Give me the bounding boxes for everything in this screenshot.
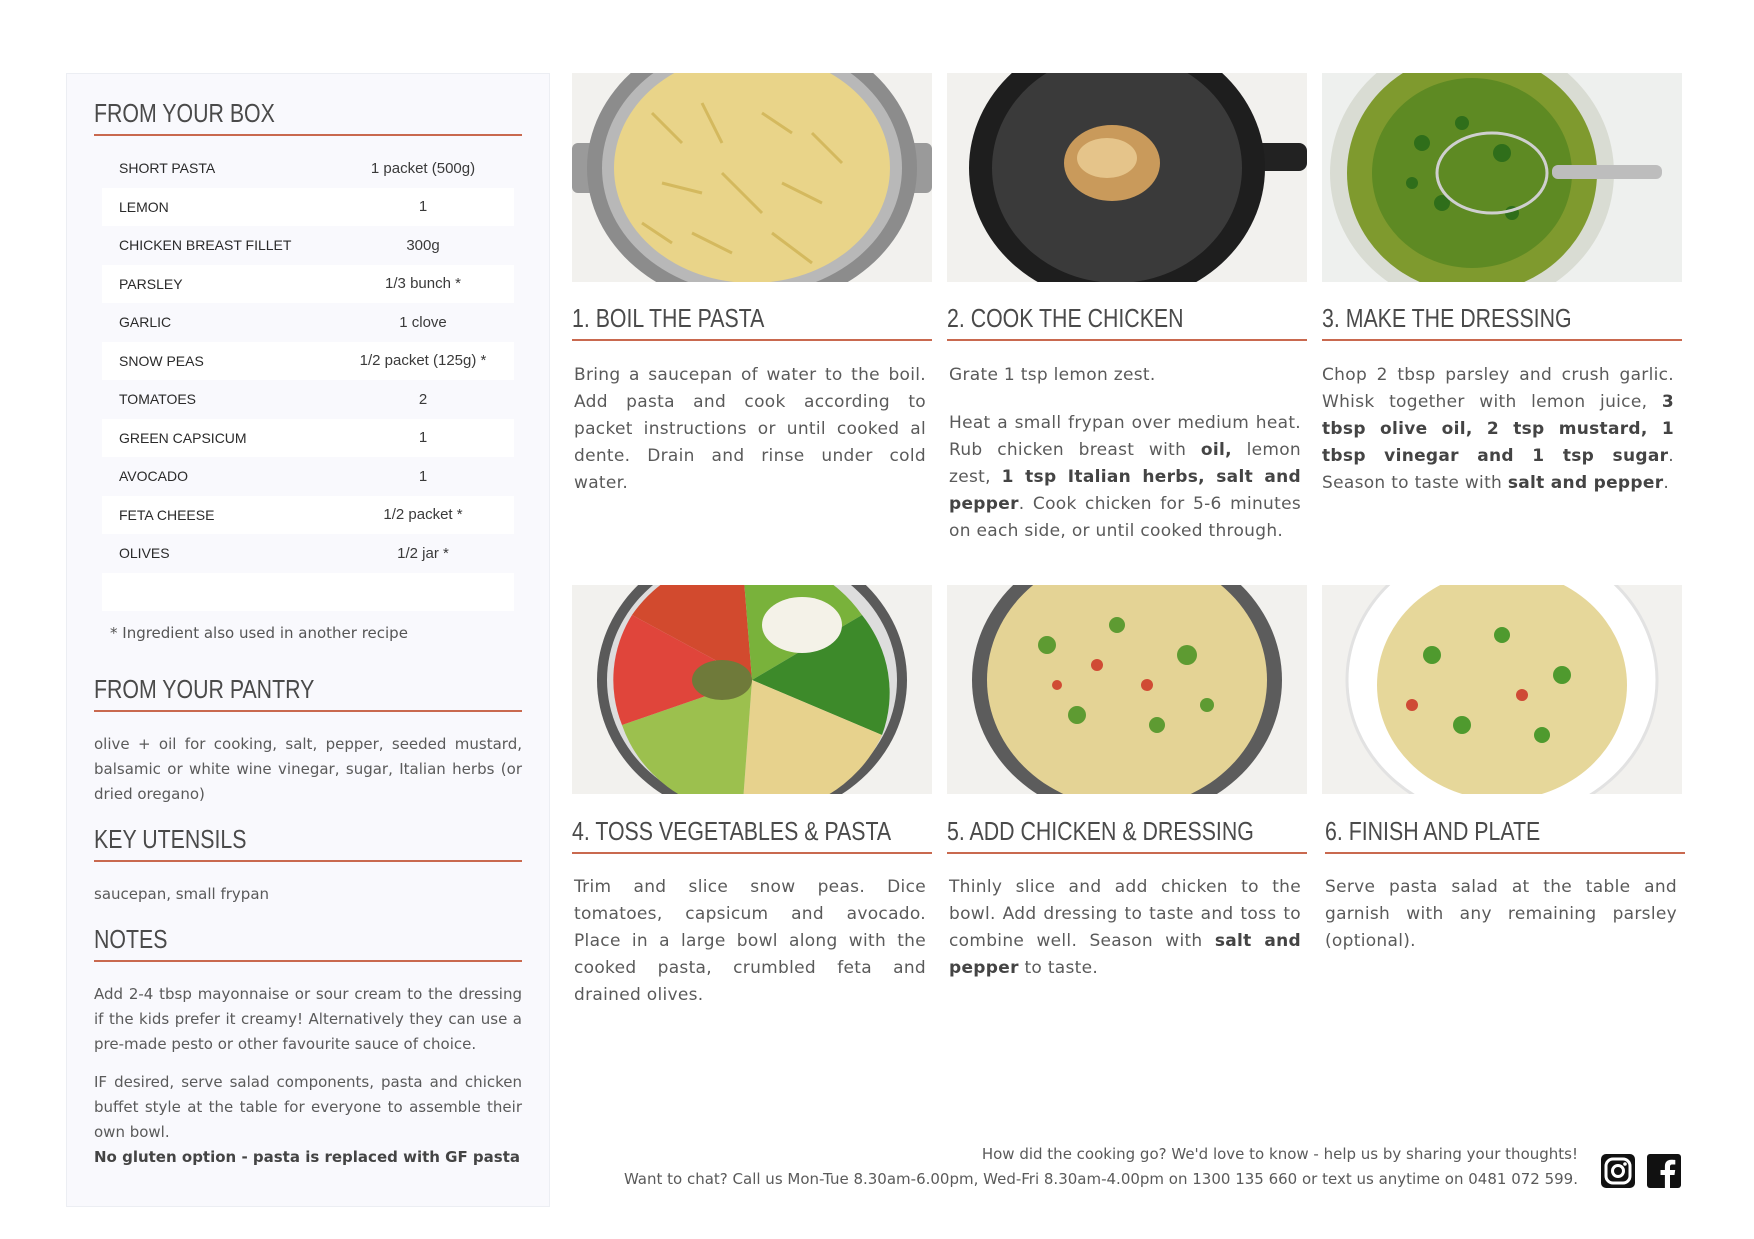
ingredient-name: SNOW PEAS bbox=[119, 352, 204, 369]
step-5-photo bbox=[947, 585, 1307, 794]
step-3-title: 3. MAKE THE DRESSING bbox=[1322, 303, 1572, 333]
from-your-pantry-heading: FROM YOUR PANTRY bbox=[94, 674, 315, 704]
ingredient-row bbox=[102, 149, 514, 188]
ingredient-qty: 1/2 jar * bbox=[397, 544, 449, 562]
step-6-text bbox=[1325, 874, 1677, 976]
ingredient-qty: 1 bbox=[418, 467, 428, 485]
instagram-icon[interactable] bbox=[1600, 1153, 1636, 1189]
step-2-title: 2. COOK THE CHICKEN bbox=[947, 303, 1184, 333]
ingredient-qty: 300g bbox=[406, 236, 440, 254]
ingredient-qty: 2 bbox=[418, 390, 428, 408]
ingredient-qty: 1/3 bunch * bbox=[385, 275, 461, 293]
step-5-text bbox=[949, 874, 1301, 1003]
step-2-text bbox=[949, 362, 1301, 566]
step-4-paragraph: Trim and slice snow peas. Dice tomatoes, capsicum and avocado. Place in a large bowl along with the cooked pasta, crumbled feta and drained olives. bbox=[574, 877, 926, 1005]
ingredient-name: GARLIC bbox=[119, 314, 172, 331]
ingredient-name: GREEN CAPSICUM bbox=[119, 429, 247, 446]
ingredient-qty: 1 clove bbox=[399, 313, 447, 331]
ingredient-qty: 1 bbox=[418, 198, 428, 216]
step-3-text bbox=[1322, 362, 1674, 518]
step-2-paragraph-2: Heat a small frypan over medium heat. Rub chicken breast with oil, lemon zest, 1 tsp Italian herbs, salt and pepper. Cook chicken for 5-6 minutes on each side, or until cooked through. bbox=[949, 413, 1301, 541]
feedback-text: How did the cooking go? We'd love to know - help us by sharing your thoughts! bbox=[981, 1145, 1578, 1163]
step-2-paragraph-1: Grate 1 tsp lemon zest. bbox=[949, 365, 1156, 385]
ingredient-row bbox=[102, 226, 514, 265]
ingredient-name: TOMATOES bbox=[119, 391, 197, 408]
step-3-photo bbox=[1322, 73, 1682, 282]
step-4-title: 4. TOSS VEGETABLES & PASTA bbox=[572, 816, 892, 846]
ingredient-name: LEMON bbox=[119, 198, 169, 215]
pantry-text: olive + oil for cooking, salt, pepper, seeded mustard, balsamic or white wine vinegar, sugar, Italian herbs (or dried oregano) bbox=[94, 735, 522, 803]
step-1-text bbox=[574, 362, 926, 518]
contact-text: Want to chat? Call us Mon-Tue 8.30am-6.00pm, Wed-Fri 8.30am-4.00pm on 1300 135 660 or text us anytime on 0481 072 599. bbox=[623, 1170, 1578, 1188]
ingredient-name: PARSLEY bbox=[119, 275, 183, 292]
divider bbox=[947, 339, 1307, 341]
notes-paragraph-2: IF desired, serve salad components, pasta and chicken buffet style at the table for everyone to assemble their own bowl. bbox=[94, 1073, 522, 1141]
notes-gluten-free: No gluten option - pasta is replaced with GF pasta bbox=[94, 1148, 521, 1166]
facebook-icon[interactable] bbox=[1646, 1153, 1682, 1189]
step-1-title: 1. BOIL THE PASTA bbox=[572, 303, 765, 333]
divider bbox=[572, 339, 932, 341]
ingredient-name: SHORT PASTA bbox=[119, 160, 216, 177]
key-utensils-heading: KEY UTENSILS bbox=[94, 824, 247, 854]
ingredient-row bbox=[102, 188, 514, 227]
ingredient-name: CHICKEN BREAST FILLET bbox=[119, 237, 292, 254]
ingredient-row bbox=[102, 265, 514, 304]
step-3-paragraph: Chop 2 tbsp parsley and crush garlic. Whisk together with lemon juice, 3 tbsp olive oil, 2 tsp mustard, 1 tbsp vinegar and 1 tsp sugar. Season to taste with salt and pepper. bbox=[1322, 365, 1674, 493]
ingredients-panel bbox=[66, 73, 550, 1207]
from-your-box-heading: FROM YOUR BOX bbox=[94, 98, 275, 128]
ingredient-row bbox=[102, 496, 514, 535]
ingredient-row bbox=[102, 380, 514, 419]
step-6-photo bbox=[1322, 585, 1682, 794]
step-4-photo bbox=[572, 585, 932, 794]
ingredient-row bbox=[102, 419, 514, 458]
ingredient-qty: 1 packet (500g) bbox=[370, 159, 476, 177]
divider bbox=[94, 134, 522, 136]
ingredient-row bbox=[102, 303, 514, 342]
ingredient-qty: 1/2 packet (125g) * bbox=[359, 352, 487, 370]
step-1-paragraph: Bring a saucepan of water to the boil. Add pasta and cook according to packet instructions or until cooked al dente. Drain and rinse under cold water. bbox=[574, 365, 926, 493]
step-4-text bbox=[574, 874, 926, 1030]
utensils-text: saucepan, small frypan bbox=[94, 885, 270, 903]
step-2-photo bbox=[947, 73, 1307, 282]
ingredient-footnote: * Ingredient also used in another recipe bbox=[110, 624, 408, 642]
divider bbox=[947, 852, 1307, 854]
step-1-photo bbox=[572, 73, 932, 282]
ingredient-row bbox=[102, 534, 514, 573]
ingredient-qty: 1 bbox=[418, 429, 428, 447]
divider bbox=[94, 860, 522, 862]
divider bbox=[94, 710, 522, 712]
ingredient-row bbox=[102, 342, 514, 381]
divider bbox=[572, 852, 932, 854]
ingredient-qty: 1/2 packet * bbox=[383, 506, 463, 524]
notes-paragraph-1: Add 2-4 tbsp mayonnaise or sour cream to the dressing if the kids prefer it creamy! Alternatively they can use a pre-made pesto or other favourite sauce of choice. bbox=[94, 985, 522, 1053]
divider bbox=[1325, 852, 1685, 854]
notes-heading: NOTES bbox=[94, 924, 168, 954]
ingredient-row bbox=[102, 457, 514, 496]
step-5-title: 5. ADD CHICKEN & DRESSING bbox=[947, 816, 1254, 846]
step-5-paragraph: Thinly slice and add chicken to the bowl. Add dressing to taste and toss to combine well. Season with salt and pepper to taste. bbox=[949, 877, 1302, 978]
empty-row bbox=[102, 573, 514, 611]
ingredient-name: AVOCADO bbox=[119, 468, 188, 485]
divider bbox=[94, 960, 522, 962]
ingredient-name: OLIVES bbox=[119, 545, 170, 562]
step-6-paragraph: Serve pasta salad at the table and garnish with any remaining parsley (optional). bbox=[1325, 877, 1677, 951]
ingredient-name: FETA CHEESE bbox=[119, 506, 215, 523]
step-6-title: 6. FINISH AND PLATE bbox=[1325, 816, 1541, 846]
divider bbox=[1322, 339, 1682, 341]
ingredient-table bbox=[102, 149, 514, 611]
